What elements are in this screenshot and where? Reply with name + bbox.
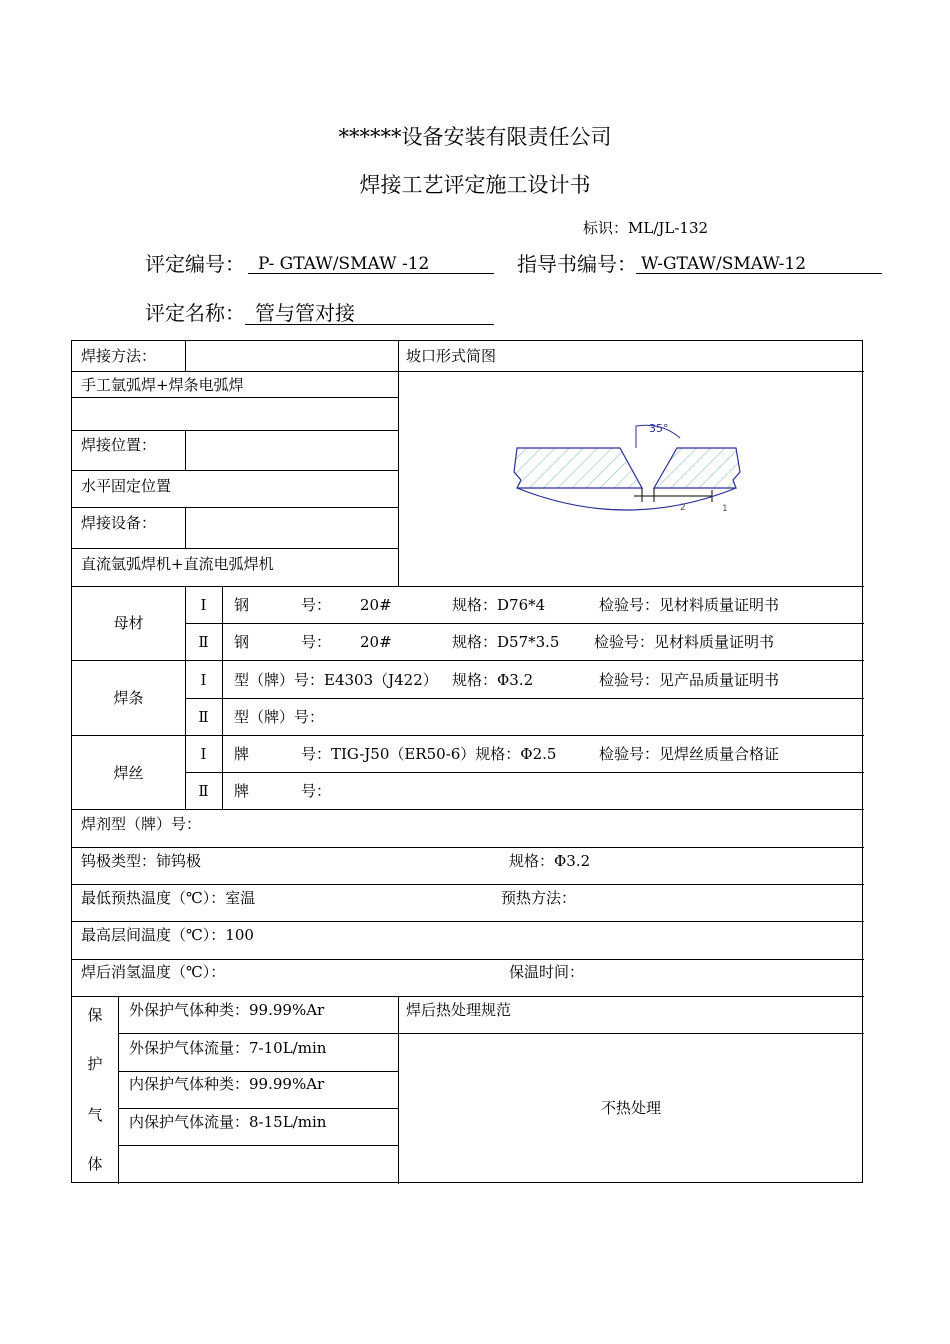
electrode-row1-check: 检验号：见产品质量证明书 — [599, 671, 780, 689]
welding-equipment-value: 直流氩弧焊机+直流电弧焊机 — [81, 555, 274, 573]
preheat-min-temp: 最低预热温度（℃）：室温 — [81, 889, 256, 907]
base-metal-row2-spec: 规格：D57*3.5 — [452, 633, 560, 651]
shield-char-3: 气 — [87, 1106, 103, 1124]
pwht-label: 焊后热处理规范 — [406, 1001, 512, 1019]
welding-method-value: 手工氩弧焊+焊条电弧焊 — [81, 376, 244, 394]
shield-char-2: 护 — [87, 1055, 103, 1073]
electrode-row1-spec: 规格：Φ3.2 — [452, 671, 534, 689]
eval-name-value: 管与管对接 — [245, 297, 494, 325]
guide-no-label: 指导书编号： — [517, 252, 637, 276]
welding-equipment-label: 焊接设备： — [81, 514, 157, 532]
flux-label: 焊剂型（牌）号： — [81, 815, 202, 833]
document-title: 焊接工艺评定施工设计书 — [359, 173, 591, 197]
wire-row1-index: Ⅰ — [200, 745, 207, 763]
base-metal-row1-check: 检验号：见材料质量证明书 — [599, 596, 780, 614]
electrode-row1-brand: 型（牌）号：E4303（J422） — [234, 671, 438, 689]
eval-no-value: P- GTAW/SMAW -12 — [248, 254, 494, 274]
inner-gas-type: 内保护气体种类：99.99%Ar — [129, 1075, 325, 1093]
shield-char-1: 保 — [87, 1006, 103, 1024]
tungsten-spec: 规格：Φ3.2 — [509, 852, 591, 870]
outer-gas-flow: 外保护气体流量：7-10L/min — [129, 1039, 327, 1057]
wire-row1-brand-no: 号：TIG-J50（ER50-6）规格：Φ2.5 — [301, 745, 557, 763]
hold-time: 保温时间： — [509, 963, 585, 981]
left-plate — [514, 448, 642, 488]
pwht-value: 不热处理 — [600, 1099, 661, 1117]
base-metal-row1-no: 号： — [301, 596, 332, 614]
base-metal-row2-grade: 20# — [360, 633, 392, 651]
outer-gas-type: 外保护气体种类：99.99%Ar — [129, 1001, 325, 1019]
land-dimension-label: 1 — [722, 504, 728, 514]
electrode-row2-brand: 型（牌）号： — [234, 708, 325, 726]
welding-position-value: 水平固定位置 — [81, 477, 172, 495]
preheat-method: 预热方法： — [501, 889, 577, 907]
base-metal-row2-steel: 钢 — [234, 633, 250, 651]
welding-method-label: 焊接方法： — [81, 347, 157, 365]
pipe-arc — [517, 488, 736, 510]
wire-row2-brand: 牌 — [234, 782, 250, 800]
angle-label: 35° — [649, 422, 669, 435]
base-metal-row1-index: Ⅰ — [200, 596, 207, 614]
wire-row2-brand-no: 号： — [301, 782, 332, 800]
groove-diagram — [502, 416, 792, 521]
interpass-max-temp: 最高层间温度（℃）：100 — [81, 926, 254, 944]
base-metal-row1-grade: 20# — [360, 596, 392, 614]
wire-row1-brand: 牌 — [234, 745, 250, 763]
procedure-table — [71, 340, 863, 1183]
base-metal-row1-steel: 钢 — [234, 596, 250, 614]
base-metal-row2-index: Ⅱ — [198, 633, 209, 651]
right-plate — [654, 448, 740, 488]
shield-char-4: 体 — [87, 1155, 103, 1173]
tungsten-type: 钨极类型：铈钨极 — [81, 852, 202, 870]
wire-label: 焊丝 — [113, 764, 144, 782]
dehydrogen-temp: 焊后消氢温度（℃）： — [81, 963, 226, 981]
gap-dimension-label: 2 — [680, 503, 686, 513]
wire-row1-check: 检验号：见焊丝质量合格证 — [599, 745, 780, 763]
eval-name-label: 评定名称： — [145, 301, 245, 325]
base-metal-row2-no: 号： — [301, 633, 332, 651]
document-identifier: 标识：ML/JL-132 — [583, 219, 709, 237]
inner-gas-flow: 内保护气体流量：8-15L/min — [129, 1113, 327, 1131]
electrode-row2-index: Ⅱ — [198, 708, 209, 726]
electrode-row1-index: Ⅰ — [200, 671, 207, 689]
eval-no-label: 评定编号： — [145, 252, 245, 276]
base-metal-row2-check: 检验号：见材料质量证明书 — [594, 633, 775, 651]
electrode-label: 焊条 — [113, 689, 144, 707]
company-name: ******设备安装有限责任公司 — [338, 125, 612, 149]
wire-row2-index: Ⅱ — [198, 782, 209, 800]
guide-no-value: W-GTAW/SMAW-12 — [636, 254, 882, 274]
base-metal-label: 母材 — [113, 614, 144, 632]
base-metal-row1-spec: 规格：D76*4 — [452, 596, 546, 614]
welding-position-label: 焊接位置： — [81, 436, 157, 454]
groove-sketch-label: 坡口形式简图 — [406, 347, 497, 365]
